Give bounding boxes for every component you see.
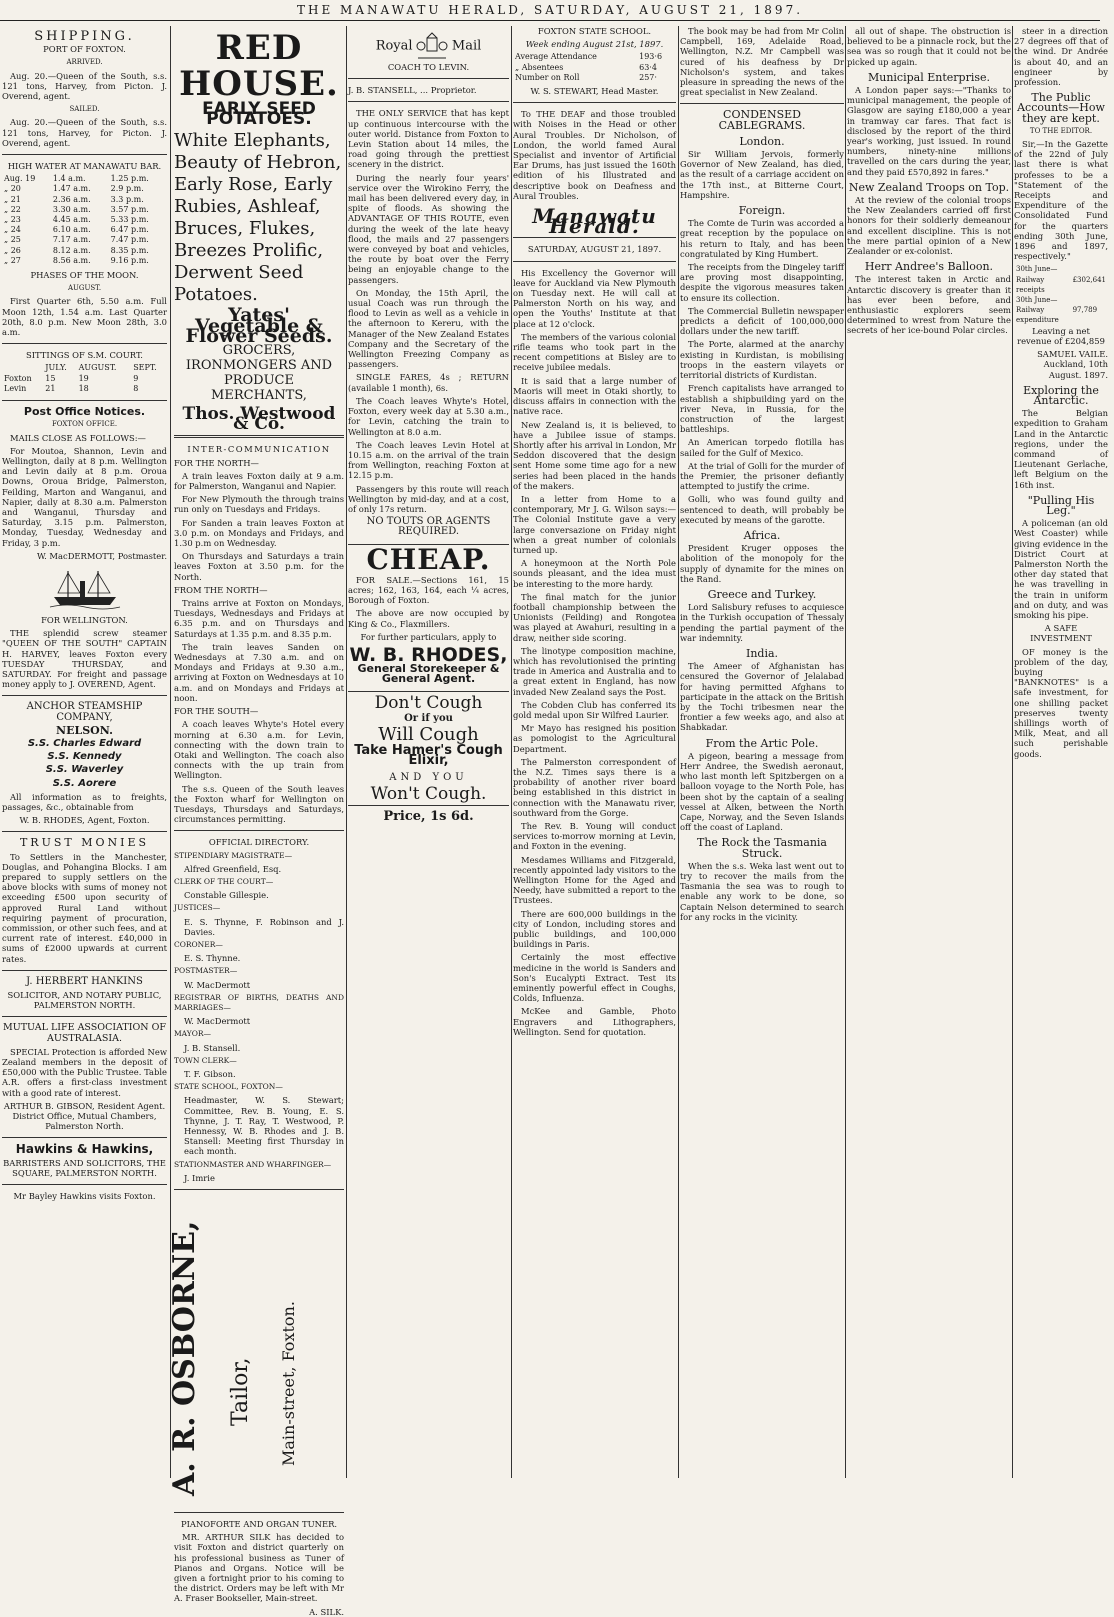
net-revenue: Leaving a net revenue of £204,859 <box>1017 325 1105 346</box>
municipal-text: A London paper says:—"Thanks to municipal management, the people of Glasgow are saying £180,000 a year in tramway car fares. That fact is disclosed by the report of the third year's working, just issued. In round numbers, ninety-nine millions travelled on the cars during the year, and they paid £570,892 in fares." <box>847 85 1011 177</box>
artic-title: From the Artic Pole. <box>705 736 819 750</box>
post-title: Post Office Notices. <box>23 405 146 419</box>
news-paragraph: In a letter from Home to a contemporary, Mr J. G. Wilson says:—The Colonial Institute gave a very large conversazione on Friday night when a great number of colonials turned up. <box>513 493 676 555</box>
directory-items <box>174 851 344 1183</box>
directory-value: W. MacDermott <box>184 1016 251 1027</box>
post-sub: FOXTON OFFICE. <box>51 420 118 429</box>
price: Price, 1s 6d. <box>383 808 474 824</box>
herald-date: SATURDAY, AUGUST 21, 1897. <box>527 244 662 255</box>
tide-row: „ 26 8.12 a.m. 8.35 p.m. <box>4 245 149 255</box>
tide-row: „ 23 4.45 a.m. 5.33 p.m. <box>4 215 149 225</box>
directory-value: Alfred Greenfield, Esq. <box>184 863 282 874</box>
foreign-paragraph: The Comte de Turin was accorded a great reception by the populace on his return to Italy, and has been congratulated by King Humbert. <box>680 218 844 259</box>
grocers-text: GROCERS, IRONMONGERS AND PRODUCE MERCHANTS, <box>185 343 333 404</box>
news-paragraph: The members of the various colonial rifle teams who took part in the recent competitions at Bisley are to receive jubilee medals. <box>513 331 676 373</box>
news-paragraph: New Zealand is, it is believed, to have a Jubilee issue of stamps. Shortly after his arrival in London, Mr Seddon discovered that the design sent Home some time ago for a new series had been placed in the hands of the makers. <box>513 419 676 491</box>
accounts-text: Sir,—In the Gazette of the 22nd of July last there is what professes to be a "Statement of the Receipts and Expenditure of the Consolidated Fund for the quarters ending 30th June, 1896 and 1897, respectively." <box>1014 139 1108 262</box>
piano-text: MR. ARTHUR SILK has decided to visit Foxton and district quarterly on his professional business as Tuner of Pianos and Organs. Notice will be given a fortnight prior to his coming to the district. Orders may be left with Mr A. Fraser Bookseller, Main-street. <box>174 1532 344 1604</box>
column-rule <box>1012 26 1013 1478</box>
col6-intro: all out of shape. The obstruction is believed to be a pinnacle rock, but the sea was so rough that it could not be picked up again. <box>847 26 1011 67</box>
directory-role: CLERK OF THE COURT— <box>174 876 274 886</box>
foreign-text <box>680 218 844 525</box>
intercomm-title: INTER-COMMUNICATION <box>187 444 331 455</box>
africa-text: President Kruger opposes the abolition of the monopoly for the supply of dynamite for the mines on the Rand. <box>680 543 844 584</box>
trust-text: To Settlers in the Manchester, Douglas, and Pohangina Blocks. I am prepared to supply settlers on the above blocks with sums of money not exceeding £500 upon security of approved Rural Land without requiring payment of procuration, commission, or other such fees, and at current rate of interest. £40,000 in sums of £2000 upwards at current rates. <box>2 851 167 964</box>
directory-value: Headmaster, W. S. Stewart; Committee, Rev. B. Young, E. S. Thynne, J. T. Ray, T. Westwood, P. Hennessy, W. B. Rhodes and J. B. Stansell: Meeting first Thursday in each month. <box>184 1095 344 1157</box>
yates-seeds: Yates' Vegetable & Flower Seeds. <box>185 304 333 347</box>
column-2 <box>167 26 344 1617</box>
dont-cough: Don't Cough <box>374 692 483 713</box>
shipping-title: SHIPPING. <box>34 29 135 44</box>
greece-text: Lord Salisbury refuses to acquiesce in the Turkish occupation of Thessaly pending the partial payment of the war indemnity. <box>680 602 844 643</box>
column-5 <box>680 26 844 1478</box>
ship-name: S.S. Kennedy <box>47 751 122 763</box>
column-4 <box>513 26 676 1478</box>
directory-role: JUSTICES— <box>174 903 221 913</box>
anchor-title: ANCHOR STEAMSHIP COMPANY, <box>26 701 143 723</box>
rock-text: When the s.s. Weka last went out to try to recover the mails from the Tasmania the sea was to rough to enable any work to be done, so Captain Nelson determined to search for any rocks in the vicinity. <box>680 860 844 922</box>
train-notice: A train leaves Foxton daily at 9 a.m. for Palmerston, Wanganui and Napier. <box>174 470 344 492</box>
column-6 <box>847 26 1011 1478</box>
directory-value: E. S. Thynne, F. Robinson and J. Davies. <box>184 916 344 937</box>
coach-title: COACH TO LEVIN. <box>387 62 470 72</box>
directory-value: W. MacDermott <box>184 979 251 990</box>
column-rule <box>845 26 846 1478</box>
deaf-continued: The book may be had from Mr Colin Campbell, 169, Adelaide Road, Wellington, N.Z. Mr Campbell was cured of his deafness by Dr Nicholson's system, and takes pleasure in spreading the news of the great specialist in New Zealand. <box>680 26 844 98</box>
potato-varieties: White Elephants, Beauty of Hebron, Early Rose, Early Rubies, Ashleaf, Bruces, Flukes, Breezes Prolific, Derwent Seed Potatoes. <box>174 130 342 306</box>
stewart-line: W. S. STEWART, Head Master. <box>530 86 659 97</box>
wont-cough: Won't Cough. <box>370 783 487 804</box>
mutual-text: SPECIAL Protection is afforded New Zealand members in the deposit of £50,000 with the Public Trustee. Table A.R. offers a first-class investment with a good rate of interest. <box>2 1046 167 1098</box>
condensed-title: CONDENSED CABLEGRAMS. <box>718 108 806 132</box>
school-title: FOXTON STATE SCHOOL. <box>537 26 652 36</box>
or-if-you: Or if you <box>404 712 453 724</box>
directory-value: Constable Gillespie. <box>184 890 269 901</box>
for-south-label: FOR THE SOUTH— <box>174 706 259 717</box>
attendance-table <box>513 52 676 83</box>
column-1 <box>2 26 167 1478</box>
news-paragraph: The linotype composition machine, which has revolutionised the printing trade in America and Australia and to a great extent in England, has now invaded New Zealand says the Post. <box>513 645 676 697</box>
steamship-illustration <box>50 567 120 609</box>
from-north-text: Trains arrive at Foxton on Mondays, Tuesdays, Wednesdays and Fridays at 6.35 p.m. and on Thursdays and Saturdays at 1.35 p.m. and 8.35 p.m. <box>174 598 344 639</box>
artic-text: A pigeon, bearing a message from Herr Andree, the Swedish aeronaut, who last month left Spitzbergen on a balloon voyage to the North Pole, has been shot by the captain of a sealing vessel at Alken, between the North Cape, Norway, and the Seven Islands off the coast of Lapland. <box>680 750 844 833</box>
col7-intro: steer in a direction 27 degrees off that of the wind. Dr Andrée is about 40, and an engineer by profession. <box>1014 26 1108 88</box>
hawkins-sub: BARRISTERS AND SOLICITORS, THE SQUARE, PALMERSTON NORTH. <box>3 1157 166 1178</box>
antarctic-text: The Belgian expedition to Graham Land in the Antarctic regions, under the command of Lieutenant Gerlache, left Belgium on the 16th inst. <box>1014 408 1108 490</box>
news-paragraph: Mesdames Williams and Fitzgerald, recently appointed lady visitors to the Wellington Home for the Aged and Needy, have submitted a report to the Trustees. <box>513 854 676 906</box>
leg-title: "Pulling His Leg." <box>1027 493 1095 517</box>
will-cough: Will Cough <box>378 723 479 745</box>
directory-role: CORONER— <box>174 939 223 949</box>
directory-value: J. B. Stansell. <box>184 1042 241 1053</box>
coach-paragraph: SINGLE FARES, 4s ; RETURN (available 1 month), 6s. <box>348 372 509 393</box>
anchor-agent: W. B. RHODES, Agent, Foxton. <box>19 815 150 826</box>
anchor-nelson: NELSON. <box>56 723 113 737</box>
foreign-paragraph: The Porte, alarmed at the anarchy existing in Kurdistan, is mobilising troops in the eastern vilayets or territorial districts of Kurdistan. <box>680 339 844 381</box>
train-notice: On Thursdays and Saturdays a train leaves Foxton at 3.50 p.m. for the North. <box>174 551 344 582</box>
attendance-row: Average Attendance 193·6 <box>515 52 663 62</box>
tide-row: „ 22 3.30 a.m. 3.57 p.m. <box>4 204 149 214</box>
royal-mail-heading <box>348 32 509 62</box>
occupied-text: The above are now occupied by King & Co., Flaxmillers. <box>348 608 509 629</box>
no-touts: NO TOUTS OR AGENTS REQUIRED. <box>366 516 491 538</box>
foreign-paragraph: At the trial of Golli for the murder of the Premier, the prisoner defiantly attempted to justify the crime. <box>680 460 844 492</box>
tide-title: HIGH WATER AT MANAWATU BAR. <box>7 161 162 172</box>
coach-paragraph: The Coach leaves Levin Hotel at 10.15 a.m. on the arrival of the train from Wellington, reaching Foxton at 12.15 p.m. <box>348 439 509 481</box>
greece-title: Greece and Turkey. <box>707 587 817 601</box>
silk-signature: A. SILK. <box>309 1606 344 1617</box>
news-paragraph: It is said that a large number of Maoris will meet in Otaki shortly, to discuss affairs in connection with the native race. <box>513 375 676 417</box>
train-notice: For Sanden a train leaves Foxton at 3.0 p.m. on Mondays and Fridays, and 1.30 p.m on Wednesday. <box>174 517 344 549</box>
stansell-line: J. B. STANSELL, ... Proprietor. <box>348 85 477 96</box>
sailed-text: Aug. 20.—Queen of the South, s.s. 121 tons, Harvey, for Picton. J. Overend, agent. <box>2 117 167 148</box>
sittings-row: Levin 21 18 8 <box>4 383 139 393</box>
mails-text: For Moutoa, Shannon, Levin and Wellington, daily at 8 p.m. Wellington and Levin daily at 8 p.m. Oroua Downs, Oroua Bridge, Palmerston, Feilding, Marton and Wanganui, and Napier, daily at 8.30 a.m. Palmerston and Wanganui, Thursday and Saturday, 3.15 p.m. Palmerston, Monday, Tuesday, Wednesday and Friday, 3 p.m. <box>2 445 167 548</box>
hawkins-name: Hawkins & Hawkins, <box>15 1142 154 1157</box>
foreign-paragraph: Golli, who was found guilty and sentenced to death, will probably be executed by means of the garotte. <box>680 494 844 525</box>
deaf-text: To THE DEAF and those troubled with Noises in the Head or other Aural Troubles. Dr Nicholson, of London, the world famed Aural Specialist and inventor of Artificial Ear Drums, has just issued the 160th edition of his Illustrated and descriptive book on Deafness and Aural Troubles. <box>513 109 676 201</box>
accounts-title: The Public Accounts—How they are kept. <box>1017 91 1105 125</box>
directory-role: REGISTRAR OF BIRTHS, DEATHS AND MARRIAGES— <box>174 992 344 1012</box>
news-paragraph: A honeymoon at the North Pole sounds pleasant, and the idea must be interesting to the more hardy. <box>513 558 676 589</box>
news-paragraph: There are 600,000 buildings in the city of London, including stores and public buildings, and 100,000 buildings in Paris. <box>513 908 676 950</box>
trust-title: TRUST MONIES <box>19 836 150 850</box>
sittings-row: JULY. AUGUST. SEPT. <box>45 363 157 373</box>
masthead: THE MANAWATU HERALD, SATURDAY, AUGUST 21, 1897. <box>0 2 1100 21</box>
apply-text: For further particulars, apply to <box>360 631 497 642</box>
arrived-text: Aug. 20.—Queen of the South, s.s. 121 tons, Harvey, from Picton. J. Overend, agent. <box>2 70 167 102</box>
directory-role: POSTMASTER— <box>174 966 238 976</box>
for-wellington: FOR WELLINGTON. <box>41 614 128 625</box>
foreign-title: Foreign. <box>738 204 786 218</box>
tide-row: „ 25 7.17 a.m. 7.47 p.m. <box>4 235 149 245</box>
london-title: London. <box>739 134 785 148</box>
directory-role: MAYOR— <box>174 1029 212 1039</box>
column-7 <box>1014 26 1108 1478</box>
rhodes-name: W. B. RHODES, <box>349 643 508 666</box>
sittings-row: Foxton 15 19 9 <box>4 373 139 383</box>
directory-title: OFFICIAL DIRECTORY. <box>208 837 310 848</box>
osborne-tailor: Tailor, <box>228 1357 253 1427</box>
antarctic-title: Exploring the Antarctic. <box>1023 383 1099 407</box>
north-items <box>174 471 344 582</box>
cheap-heading: CHEAP. <box>366 542 491 576</box>
troops-text: At the review of the colonial troops the New Zealanders carried off first honors for their soldierly demeanour and excellent discipline. This is not the mere partial opinion of a New Zealander or ex-colonist. <box>847 195 1011 257</box>
india-title: India. <box>745 646 779 660</box>
steamer-text: THE splendid screw steamer "QUEEN OF THE SOUTH" CAPTAIN H. HARVEY, leaves Foxton every TUESDAY THURSDAY, and SATURDAY. For freight and passage money apply to J. OVEREND, Agent. <box>2 628 167 690</box>
train-notice: For New Plymouth the through trains run only on Tuesdays and Fridays. <box>174 494 344 515</box>
royal-label: Royal <box>375 38 413 54</box>
osborne-advert <box>167 1196 344 1506</box>
leg-text: A policeman (an old West Coaster) while giving evidence in the District Court at Palmerston North the other day stated that he was travelling in the train in uniform and on duty, and was smoking his pipe. <box>1014 518 1108 620</box>
sittings-title: SITTINGS OF S.M. COURT. <box>26 350 143 361</box>
from-north-label: FROM THE NORTH— <box>174 584 268 595</box>
osborne-name: A. R. OSBORNE, <box>167 1220 202 1497</box>
port-heading: PORT OF FOXTON. <box>43 44 126 55</box>
local-news <box>513 268 676 1037</box>
tide-row: „ 21 2.36 a.m. 3.3 p.m. <box>4 194 144 204</box>
foreign-paragraph: An American torpedo flotilla has sailed for the Gulf of Mexico. <box>680 437 844 458</box>
news-paragraph: The final match for the junior football championship between the Unionists (Feilding) and Rongotea was played at Awahuri, resulting in a draw, neither side scoring. <box>513 591 676 643</box>
hawkins-note: Mr Bayley Hawkins visits Foxton. <box>13 1191 156 1202</box>
tide-row: „ 27 8.56 a.m. 9.16 p.m. <box>4 255 149 265</box>
andree-text: The interest taken in Arctic and Antarctic discovery is greater than it has ever been before, and enthusiastic explorers seem determined to wrest from Nature the secrets of her ice-bound Polar circles. <box>847 274 1011 336</box>
attendance-row: „ Absentees 63·4 <box>515 62 657 72</box>
seed-potatoes-heading: EARLY SEED POTATOES. <box>202 99 316 130</box>
directory-role: STATE SCHOOL, FOXTON— <box>174 1082 283 1092</box>
sittings-table <box>2 363 167 394</box>
directory-value: E. S. Thynne. <box>184 953 241 964</box>
directory-role: STATIONMASTER AND WHARFINGER— <box>174 1159 332 1169</box>
column-3 <box>348 26 509 1478</box>
moon-month: AUGUST. <box>67 284 102 293</box>
ship-name: S.S. Aorere <box>52 777 117 789</box>
moon-text: First Quarter 6th, 5.50 a.m. Full Moon 12th, 1.54 a.m. Last Quarter 20th, 8.0 p.m. New Moon 28th, 3.0 a.m. <box>2 296 167 338</box>
news-paragraph: McKee and Gamble, Photo Engravers and Lithographers, Wellington. Send for quotation. <box>513 1006 676 1037</box>
sanden-text: The train leaves Sanden on Wednesdays at 7.30 a.m. and on Mondays and Fridays at 9.30 a.m., arriving at Foxton on Wednesdays at 10 a.m. and on Mondays and Fridays at noon. <box>174 641 344 703</box>
coach-paragraph: THE ONLY SERVICE that has kept up continuous intercourse with the outer world. Distance from Foxton to Levin Station about 14 miles, the road going through the prettiest scenery in the district. <box>348 108 509 170</box>
column-rule <box>346 26 347 1478</box>
news-paragraph: Mr Mayo has resigned his position as pomologist to the Agricultural Department. <box>513 723 676 754</box>
troops-title: New Zealand Troops on Top. <box>848 180 1010 194</box>
storekeeper-text: General Storekeeper & General Agent. <box>357 662 500 686</box>
for-sale-text: FOR SALE.—Sections 161, 15 acres; 162, 163, 164, each ¼ acres, Borough of Foxton. <box>348 574 509 606</box>
revenue-row: 30th June—Railway expenditure 97,789 <box>1016 296 1098 325</box>
herald-title: Manawatu Herald. <box>532 204 657 239</box>
mutual-title: MUTUAL LIFE ASSOCIATION OF AUSTRALASIA. <box>2 1022 167 1044</box>
osborne-street: Main-street, Foxton. <box>279 1301 298 1467</box>
to-editor: TO THE EDITOR. <box>1029 126 1093 135</box>
london-text: Sir William Jervois, formerly Governor of New Zealand, has died, as the result of a carriage accident on the 17th inst., at Bitterne Court, Hampshire. <box>680 149 844 200</box>
tide-table <box>2 174 167 266</box>
ships-list <box>2 739 167 789</box>
safe-title: A SAFE INVESTMENT <box>1030 623 1092 644</box>
for-south-text: A coach leaves Whyte's Hotel every morning at 6.30 a.m. for Levin, connecting with the down train to Otaki and Wellington. The coach also connects with the up train from Wellington. <box>174 719 344 781</box>
for-north-label: FOR THE NORTH— <box>174 457 259 468</box>
queen-south-text: The s.s. Queen of the South leaves the Foxton wharf for Wellington on Tuesdays, Thursdays and Saturdays, circumstances permitting. <box>174 783 344 825</box>
tide-row: „ 24 6.10 a.m. 6.47 p.m. <box>4 225 149 235</box>
hankins-sub: SOLICITOR, AND NOTARY PUBLIC, PALMERSTON NORTH. <box>7 990 162 1011</box>
postmaster: W. MacDERMOTT, Postmaster. <box>36 550 167 561</box>
coach-paragraph: Passengers by this route will reach Wellington by mid-day, and at a cost, of only 17s return. <box>348 483 509 514</box>
ship-name: S.S. Charles Edward <box>27 737 142 749</box>
sailed-label: SAILED. <box>69 105 100 114</box>
news-paragraph: His Excellency the Governor will leave for Auckland via New Plymouth on Tuesday next. He will call at Palmerston North on his way, and open the Youths' Institute at that place at 12 o'clock. <box>513 267 676 329</box>
safe-text: OF money is the problem of the day, buying "BANKNOTES" is a safe investment, for one shilling packet preserves twenty shillings worth of Milk, Meat, and all such perishable goods. <box>1014 646 1108 759</box>
directory-value: T. F. Gibson. <box>184 1068 236 1079</box>
and-you: AND YOU <box>389 771 468 783</box>
ship-name: S.S. Waverley <box>45 764 124 776</box>
news-paragraph: The Rev. B. Young will conduct services to-morrow morning at Levin, and Foxton in the evening. <box>513 821 676 852</box>
tide-row: „ 20 1.47 a.m. 2.9 p.m. <box>4 184 144 194</box>
column-rule <box>511 26 512 1478</box>
hankins-name: J. HERBERT HANKINS <box>26 975 143 987</box>
directory-role: TOWN CLERK— <box>174 1055 237 1065</box>
india-text: The Ameer of Afghanistan has censured the Governor of Jelalabad for having permitted Afghans to participate in the attack on the British by the Tochi tribesmen near the frontier a few weeks ago, and also at Shabkadar. <box>680 661 844 733</box>
coach-paragraph: On Monday, the 15th April, the usual Coach was run through the flood to Levin as well as a vehicle in the afternoon to Kereru, with the Manager of the New Zealand Estates Company and the Secretary of the Wellington Freezing Company as passengers. <box>348 287 509 370</box>
andree-title: Herr Andree's Balloon. <box>864 260 994 274</box>
foreign-paragraph: The Commercial Bulletin newspaper predicts a deficit of 100,000,000 dollars under the new tariff. <box>680 305 844 337</box>
revenue-row: 30th June—Railway receipts £302,641 <box>1016 265 1106 294</box>
revenue-table <box>1014 264 1108 325</box>
vaile-signature: SAMUEL VAILE. Auckland, 10th August. 1897. <box>1037 349 1108 380</box>
foreign-paragraph: French capitalists have arranged to establish a shipbuilding yard on the river Neva, in Russia, for the construction of the largest battleships. <box>680 383 844 435</box>
mails-title: MAILS CLOSE AS FOLLOWS:— <box>10 432 146 443</box>
westwood-name: Thos. Westwood & Co. <box>182 404 336 435</box>
news-paragraph: The Cobden Club has conferred its gold medal upon Sir Wilfred Laurier. <box>513 699 676 720</box>
coach-paragraph: The Coach leaves Whyte's Hotel, Foxton, every week day at 5.30 a.m., for Levin, catching the train to Wellington at 8.0 a.m. <box>348 395 509 437</box>
coach-paragraph: During the nearly four years' service over the Wirokino Ferry, the mail has been delivered every day, in spite of floods. As showing the ADVANTAGE OF THIS ROUTE, even during the week of the late heavy flood, the mails and 27 passengers were conveyed by boat and vehicles, the route by boat over the Ferry being an enjoyable change to the passengers. <box>348 172 509 285</box>
royal-crest-icon <box>415 32 449 62</box>
hamers-elixir: Take Hamer's Cough Elixir, <box>354 743 503 769</box>
rock-title: The Rock the Tasmania Struck. <box>696 836 827 860</box>
news-paragraph: Certainly the most effective medicine in the world is Sanders and Son's Eucalypti Extract. Test its eminently powerful effect in Coughs, Colds, Influenza. <box>513 952 676 1004</box>
municipal-title: Municipal Enterprise. <box>867 70 990 84</box>
directory-value: J. Imrie <box>184 1172 215 1183</box>
foreign-paragraph: The receipts from the Dingeley tariff are proving most disappointing, despite the vigorous measures taken to ensure its collection. <box>680 262 844 303</box>
column-rule <box>678 26 679 1478</box>
africa-title: Africa. <box>743 528 781 542</box>
school-week: Week ending August 21st, 1897. <box>525 39 664 50</box>
mail-label: Mail <box>451 38 482 54</box>
red-house-heading: RED HOUSE. <box>179 28 339 104</box>
gibson-text: ARTHUR B. GIBSON, Resident Agent. District Office, Mutual Chambers, Palmerston North. <box>3 1100 166 1132</box>
moon-title: PHASES OF THE MOON. <box>30 270 139 281</box>
anchor-info: All information as to freights, passages, &c., obtainable from <box>2 791 167 812</box>
arrived-label: ARRIVED. <box>66 58 103 67</box>
tide-row: Aug. 19 1.4 a.m. 1.25 p.m. <box>4 174 149 184</box>
attendance-row: Number on Roll 257· <box>515 72 657 82</box>
news-paragraph: The Palmerston correspondent of the N.Z. Times says there is a probability of another river board being established in this district in connection with the Manawatu river, southward from the Gorge. <box>513 756 676 818</box>
coach-text <box>348 108 509 514</box>
directory-role: STIPENDIARY MAGISTRATE— <box>174 850 293 860</box>
piano-title: PIANOFORTE AND ORGAN TUNER. <box>180 1519 338 1530</box>
